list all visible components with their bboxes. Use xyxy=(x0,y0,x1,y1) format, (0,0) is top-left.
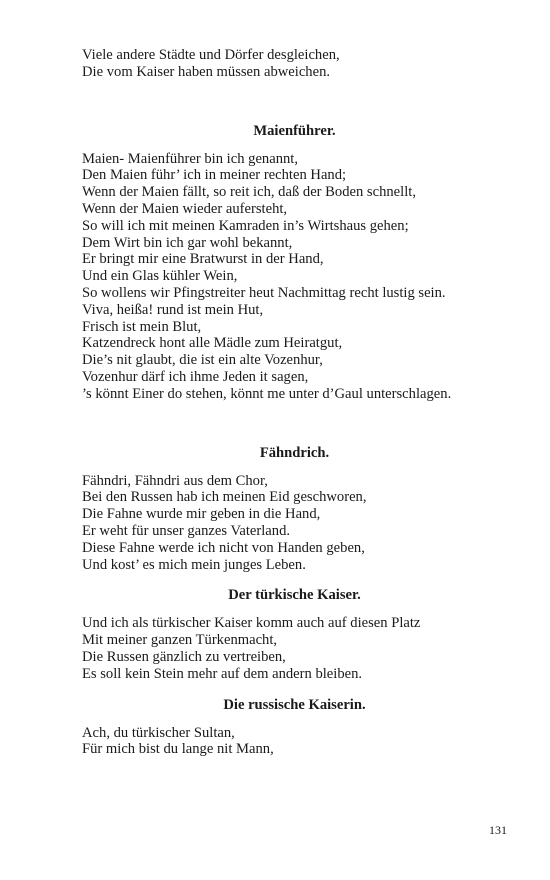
verse-line: Den Maien führ’ ich in meiner rechten Hand; xyxy=(82,167,347,184)
verse-line: Die Russen gänzlich zu vertreiben, xyxy=(82,648,286,665)
verse-line: Wenn der Maien fällt, so reit ich, daß der Boden schnellt, xyxy=(82,184,416,201)
verse-line: Es soll kein Stein mehr auf dem andern bleiben. xyxy=(82,665,363,682)
section-heading: Die russische Kaiserin. xyxy=(223,696,366,713)
verse-line: Vozenhur därf ich ihme Jeden it sagen, xyxy=(82,368,309,385)
verse-line: Viele andere Städte und Dörfer desgleichen, xyxy=(82,47,340,63)
page-number: 131 xyxy=(489,823,507,837)
intro-verse xyxy=(82,47,512,81)
verse-line: Wenn der Maien wieder aufersteht, xyxy=(82,200,288,217)
verse-line: Und ich als türkischer Kaiser komm auch auf diesen Platz xyxy=(82,615,421,632)
verse-line: Die vom Kaiser haben müssen abweichen. xyxy=(82,63,331,80)
section-heading: Fähndrich. xyxy=(259,444,330,461)
section-heading: Der türkische Kaiser. xyxy=(228,587,361,604)
verse-line: Mit meiner ganzen Türkenmacht, xyxy=(82,632,278,649)
verse-line: Und kost’ es mich mein junges Leben. xyxy=(82,556,306,573)
verse-line: Dem Wirt bin ich gar wohl bekannt, xyxy=(82,234,293,251)
verse-line: Ach, du türkischer Sultan, xyxy=(82,724,235,741)
section-verse xyxy=(82,725,512,759)
section-heading: Maienführer. xyxy=(253,122,336,139)
page-text xyxy=(82,47,512,758)
section-verse xyxy=(82,473,512,574)
verse-line: Er weht für unser ganzes Vaterland. xyxy=(82,522,291,539)
verse-line: Diese Fahne werde ich nicht von Handen geben, xyxy=(82,539,365,556)
verse-line: Die Fahne wurde mir geben in die Hand, xyxy=(82,506,321,523)
verse-line: Viva, heißa! rund ist mein Hut, xyxy=(82,301,264,318)
verse-line: Für mich bist du lange nit Mann, xyxy=(82,741,274,758)
verse-line: Bei den Russen hab ich meinen Eid geschworen, xyxy=(82,489,367,506)
section-verse xyxy=(82,615,512,682)
verse-line: So will ich mit meinen Kamraden in’s Wirtshaus gehen; xyxy=(82,217,409,234)
verse-line: Fähndri, Fähndri aus dem Chor, xyxy=(82,472,268,489)
verse-line: ’s könnt Einer do stehen, könnt me unter d’Gaul unterschlagen. xyxy=(82,385,452,402)
verse-line: Er bringt mir eine Bratwurst in der Hand, xyxy=(82,251,324,268)
verse-line: Katzendreck hont alle Mädle zum Heiratgut, xyxy=(82,335,343,352)
section-verse xyxy=(82,151,512,403)
verse-line: Die’s nit glaubt, die ist ein alte Vozenhur, xyxy=(82,352,323,369)
verse-line: Und ein Glas kühler Wein, xyxy=(82,268,238,285)
verse-line: Maien- Maienführer bin ich genannt, xyxy=(82,150,298,167)
verse-line: So wollens wir Pfingstreiter heut Nachmittag recht lustig sein. xyxy=(82,284,446,301)
verse-line: Frisch ist mein Blut, xyxy=(82,318,202,335)
